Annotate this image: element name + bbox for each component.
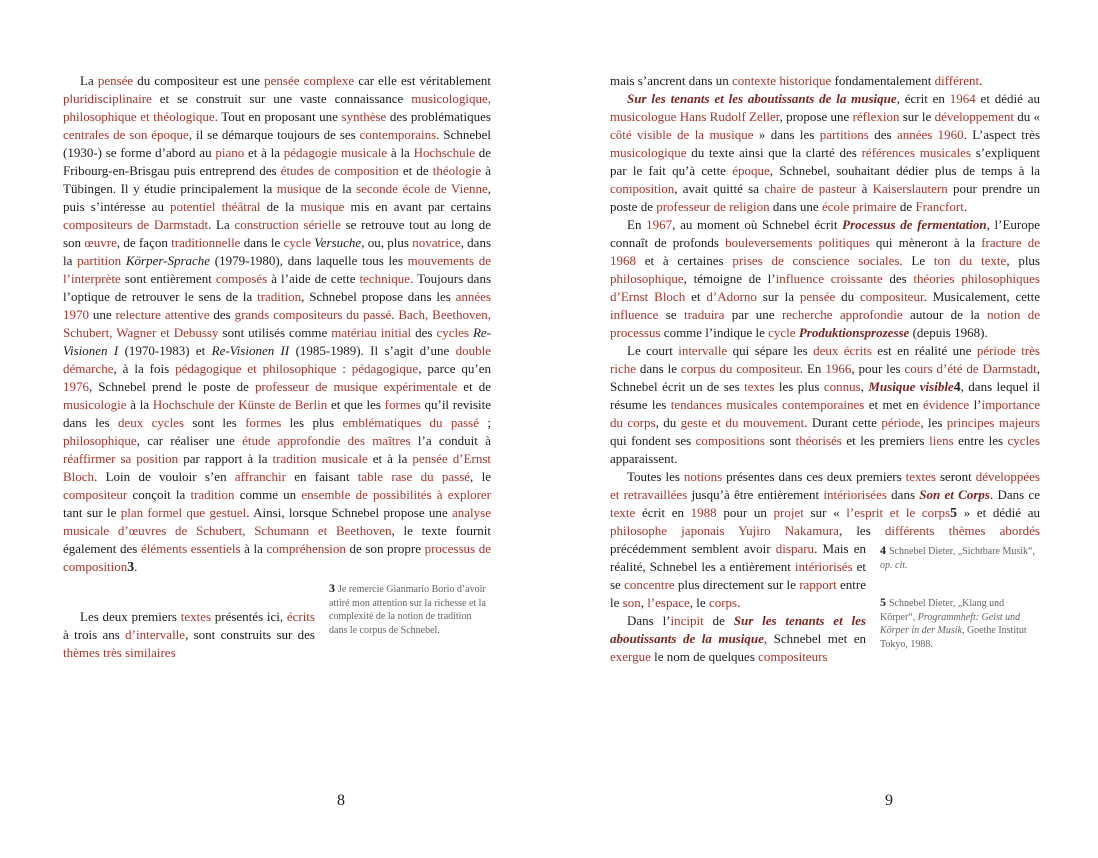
footnote-marker-4: 4 — [880, 543, 886, 557]
closing-block — [63, 582, 491, 662]
paragraph-1967: En 1967, au moment où Schnebel écrit Processus de fermentation, l’Europe connaît de profonds bouleversements politiques qui mèneront à la fracture de 1968 et à certaines prises de conscience sociales. Le ton du texte, plus philosophique, témoigne de l’influence croissante des théories philosophiques d’Ernst Bloch et d’Adorno sur la pensée du compositeur. Musicalement, cette influence se traduira par une recherche approfondie autour de la notion de processus comme l’indique le cycle Produktionsprozesse (depuis 1968). — [610, 217, 1041, 340]
paragraph-continuation: mais s’ancrent dans un contexte historique fondamentalement différent. — [610, 73, 983, 88]
paragraph-incipit: Dans l’incipit de Sur les tenants et les aboutissants de la musique, Schnebel met en exergue le nom de quelques compositeurs — [610, 613, 866, 664]
footnote-marker-5: 5 — [880, 595, 886, 609]
paragraph-notions-end: réalité, Schnebel les a entièrement intériorisés et se concentre plus directement sur le rapport entre le son, l’espace, le corps. — [610, 559, 866, 610]
page-right — [610, 72, 1040, 666]
footnote-5 — [880, 596, 1040, 651]
footnote-marker-3: 3 — [329, 582, 335, 595]
footnote-5-text: Schnebel Dieter, „Klang und Körper“, Programmheft: Geist und Körper in der Musik, Goethe Institut Tokyo, 1988. — [880, 598, 1027, 650]
page-number-left: 8 — [337, 792, 345, 809]
paragraph-intervalle: Le court intervalle qui sépare les deux écrits est en réalité une période très riche dans le corpus du compositeur. En 1966, pour les cours d’été de Darmstadt, Schnebel écrit un de ses textes les plus connus, Musique visible4, dans lequel il résume les tendances musicales contemporaines et met en évidence l’importance du corps, du geste et du mouvement. Durant cette période, les principes majeurs qui fondent ses compositions sont théorisés et les premiers liens entre les cycles apparaissent. — [610, 343, 1041, 466]
paragraph-tenants: Sur les tenants et les aboutissants de la musique, écrit en 1964 et dédié au musicologue Hans Rudolf Zeller, propose une réflexion sur le développement du « côté visible de la musique » dans les partitions des années 1960. L’aspect très musicologique du texte ainsi que la clarté des références musicales s’expliquent par le fait qu’à cette époque, Schnebel, souhaitant dédier plus de temps à la composition, avait quitté sa chaire de pasteur à Kaiserslautern pour prendre un poste de professeur de religion dans une école primaire de Francfort. — [610, 91, 1041, 214]
paragraph-main: La pensée du compositeur est une pensée complexe car elle est véritablement pluridisciplinaire et se construit sur une vaste connaissance musicologique, philosophique et théologique. Tout en proposant une synthèse des problématiques centrales de son époque, il se démarque toujours de ses contemporains. Schnebel (1930-) se forme d’abord au piano et à la pédagogie musicale à la Hochschule de Fribourg-en-Brisgau puis entreprend des études de composition et de théologie à Tübingen. Il y étudie principalement la musique de la seconde école de Vienne, puis s’intéresse au potentiel théâtral de la musique mis en avant par certains compositeurs de Darmstadt. La construction sérielle se retrouve tout au long de son œuvre, de façon traditionnelle dans le cycle Versuche, ou, plus novatrice, dans la partition Körper-Sprache (1979-1980), dans laquelle tous les mouvements de l’interprète sont entièrement composés à l’aide de cette technique. Toujours dans l’optique de retrouver le sens de la tradition, Schnebel propose dans les années 1970 une relecture attentive des grands compositeurs du passé. Bach, Beethoven, Schubert, Wagner et Debussy sont utilisés comme matériau initial des cycles Re-Visionen I (1970-1983) et Re-Visionen II (1985-1989). Il s’agit d’une double démarche, à la fois pédagogique et philosophique : pédagogique, parce qu’en 1976, Schnebel prend le poste de professeur de musique expérimentale et de musicologie à la Hochschule der Künste de Berlin et que les formes qu’il revisite dans les deux cycles sont les formes les plus emblématiques du passé ; philosophique, car réaliser une étude approfondie des maîtres l’a conduit à réaffirmer sa position par rapport à la tradition musicale et à la pensée d’Ernst Bloch. Loin de vouloir s’en affranchir en faisant table rase du passé, le compositeur conçoit la tradition comme un ensemble de possibilités à explorer tant sur le plan formel que gestuel. Ainsi, lorsque Schnebel propose une analyse musicale d’œuvres de Schubert, Schumann et Beethoven, le texte fournit également des éléments essentiels à la compréhension de son propre processus de composition3. — [63, 73, 492, 574]
footnote-3-text: Je remercie Gianmario Borio d’avoir attiré mon attention sur la richesse et la complexité de la notion de tradition dans le corpus de Schnebel. — [329, 584, 486, 636]
page-left — [63, 72, 491, 662]
footnote-3 — [329, 582, 491, 637]
footnote-4 — [880, 544, 1040, 572]
paragraph-notions-start: Toutes les notions présentes dans ces deux premiers textes seront développées et retravaillées jusqu’à être entièrement intériorisées dans Son et Corps. Dans ce texte écrit en 1988 pour un projet sur « l’esprit et le corps5 » et dédié au philosophe japonais Yujiro Nakamura, les différents thèmes abordés précédemment semblent avoir disparu. Mais en — [610, 469, 1040, 556]
page-number-right: 9 — [885, 792, 893, 809]
footnote-4-text: Schnebel Dieter, „Sichtbare Musik“, op. cit. — [880, 546, 1035, 571]
paragraph-closing: Les deux premiers textes présentés ici, écrits à trois ans d’intervalle, sont construits sur des thèmes très similaires — [63, 609, 315, 660]
footnotes-column — [880, 544, 1040, 651]
